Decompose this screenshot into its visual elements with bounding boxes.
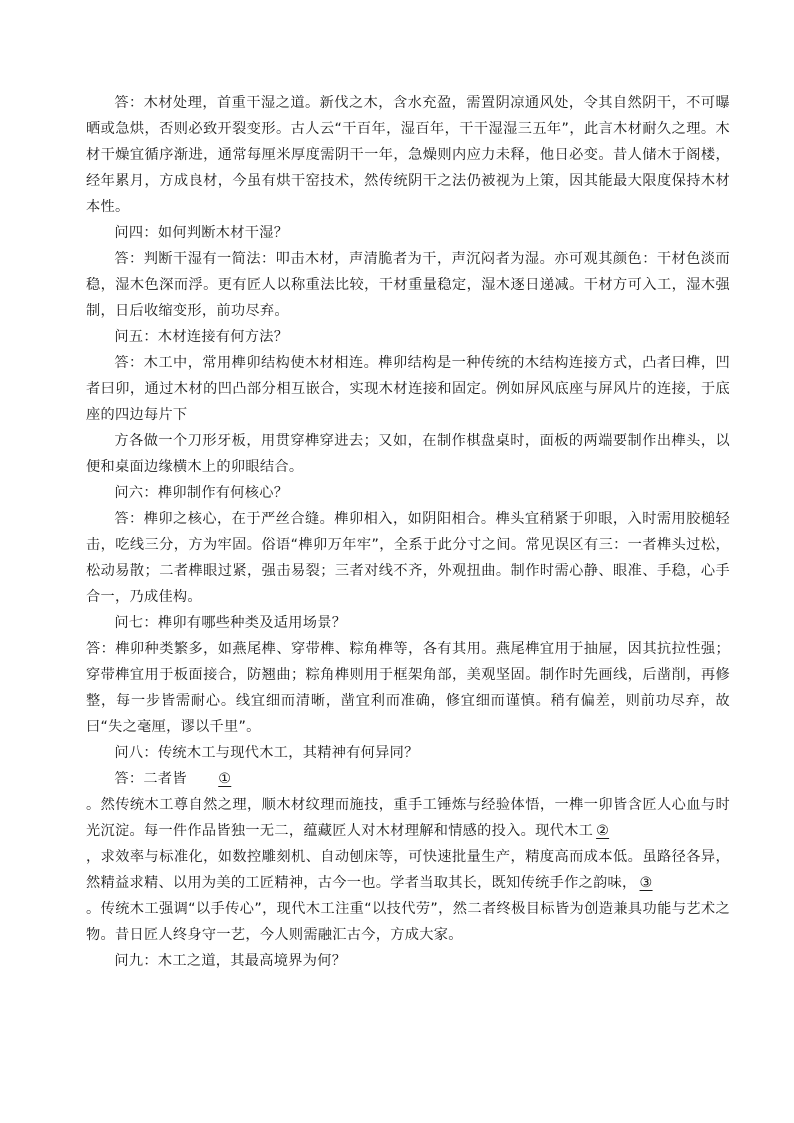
answer-start <box>86 766 730 792</box>
answer-paragraph: 方各做一个刀形牙板，用贯穿榫穿进去；又如，在制作棋盘桌时，面板的两端要制作出榫头，以便和桌面边缘横木上的卯眼结合。 <box>86 433 730 475</box>
answer-text: ，求效率与标准化，如数控雕刻机、自动刨床等，可快速批量生产，精度高而成本低。虽路径各异，然精益求精、以用为美的工匠精神，古今一也。学者当取其长，既知传统手作之韵味， <box>86 849 730 891</box>
answer-paragraph: 答：木工中，常用榫卯结构使木材相连。榫卯结构是一种传统的木结构连接方式，凸者曰榫，凹者曰卯，通过木材的凹凸部分相互嵌合，实现木材连接和固定。例如屏风底座与屏风片的连接，于底座的四边每片下 <box>86 355 730 423</box>
fill-blank-2: ② <box>596 823 610 839</box>
fill-blank-3: ③ <box>639 875 653 891</box>
answer-paragraph: 答：木材处理，首重干湿之道。新伐之木，含水充盈，需置阴凉通风处，令其自然阴干，不可曝晒或急烘，否则必致开裂变形。古人云“干百年，湿百年，干干湿湿三五年”，此言木材耐久之理。木材干燥宜循序渐进，通常每厘米厚度需阴干一年，急燥则内应力未释，他日必变。昔人储木于阁楼，经年累月，方成良材，今虽有烘干窑技术，然传统阴干之法仍被视为上策，因其能最大限度保持木材本性。 <box>86 95 730 215</box>
answer-paragraph: 答：判断干湿有一简法：叩击木材，声清脆者为干，声沉闷者为湿。亦可观其颜色：干材色淡而稳，湿木色深而浮。更有匠人以称重法比较，干材重量稳定，湿木逐日递减。干材方可入工，湿木强制，日后收缩变形，前功尽弃。 <box>86 251 730 319</box>
question-heading: 问七：榫卯有哪些种类及适用场景？ <box>114 615 347 631</box>
answer-paragraph: 答：榫卯种类繁多，如燕尾榫、穿带榫、粽角榫等，各有其用。燕尾榫宜用于抽屉，因其抗拉性强；穿带榫宜用于板面接合，防翘曲；粽角榫则用于框架角部，美观坚固。制作时先画线，后凿削，再修整，每一步皆需耐心。线宜细而清晰，凿宜利而准确，修宜细而谨慎。稍有偏差，则前功尽弃，故曰“失之毫厘，谬以千里”。 <box>86 641 730 735</box>
question-heading: 问四：如何判断木材干湿？ <box>114 225 289 241</box>
answer-paragraph <box>86 792 730 844</box>
question-heading: 问九：木工之道，其最高境界为何？ <box>114 953 347 969</box>
question-heading: 问八：传统木工与现代木工，其精神有何异同？ <box>114 745 419 761</box>
fill-blank-1: ① <box>218 771 232 787</box>
document-body <box>86 90 730 974</box>
answer-paragraph: 。传统木工强调“以手传心”，现代木工注重“以技代劳”，然二者终极目标皆为创造兼具功能与艺术之物。昔日匠人终身守一艺，今人则需融汇古今，方成大家。 <box>86 901 730 943</box>
answer-paragraph <box>86 844 730 896</box>
answer-text: 。然传统木工尊自然之理，顺木材纹理而施技，重手工锤炼与经验体悟，一榫一卯皆含匠人心血与时光沉淀。每一件作品皆独一无二，蕴藏匠人对木材理解和情感的投入。现代木工 <box>86 797 730 839</box>
question-heading: 问五：木材连接有何方法？ <box>114 329 289 345</box>
question-heading: 问六：榫卯制作有何核心？ <box>114 485 289 501</box>
answer-paragraph: 答：榫卯之核心，在于严丝合缝。榫卯相入，如阴阳相合。榫头宜稍紧于卯眼，入时需用胶槌轻击，吃线三分，方为牢固。俗语“榫卯万年牢”，全系于此分寸之间。常见误区有三：一者榫头过松，松动易散；二者榫眼过紧，强击易裂；三者对线不齐，外观扭曲。制作时需心静、眼准、手稳，心手合一，乃成佳构。 <box>86 511 730 605</box>
answer-label: 答：二者皆 <box>114 771 187 787</box>
